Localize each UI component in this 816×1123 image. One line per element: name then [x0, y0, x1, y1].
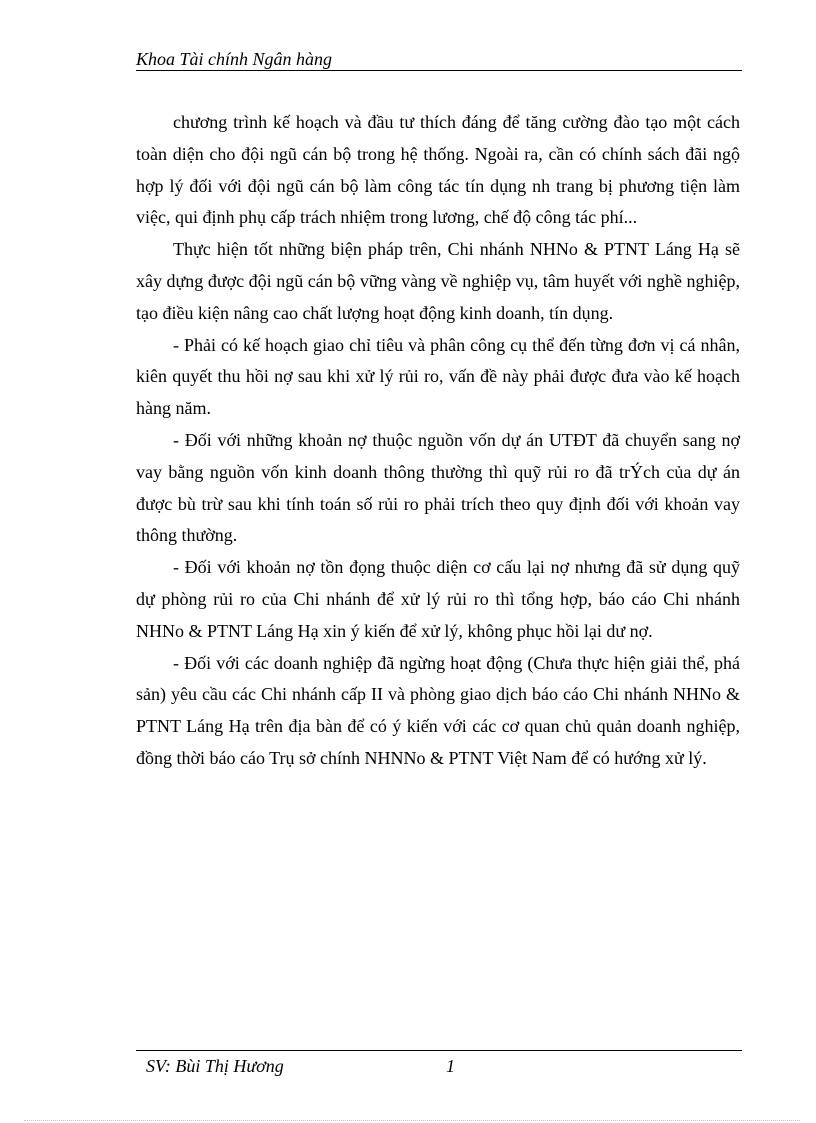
- footer-author: SV: Bùi Thị Hương: [146, 1056, 284, 1076]
- paragraph: chương trình kế hoạch và đầu tư thích đáng để tăng cường đào tạo một cách toàn diện cho đội ngũ cán bộ trong hệ thống. Ngoài ra, cần có chính sách đãi ngộ hợp lý đối với đội ngũ cán bộ làm công tác tín dụng nh trang bị phương tiện làm việc, qui định phụ cấp trách nhiệm trong lương, chế độ công tác phí...: [136, 112, 740, 228]
- page-number: 1: [446, 1056, 455, 1076]
- header-title: Khoa Tài chính Ngân hàng: [136, 49, 333, 69]
- page-footer: [136, 1050, 742, 1077]
- document-body: [136, 107, 740, 775]
- paragraph: - Đối với những khoản nợ thuộc nguồn vốn dự án UTĐT đã chuyển sang nợ vay bằng nguồn vốn kinh doanh thông thường thì quỹ rủi ro đã trÝch của dự án được bù trừ sau khi tính toán số rủi ro phải trích theo quy định đối với khoản vay thông thường.: [136, 429, 740, 546]
- paragraph: Thực hiện tốt những biện pháp trên, Chi nhánh NHNo & PTNT Láng Hạ sẽ xây dựng được đội ngũ cán bộ vững vàng về nghiệp vụ, tâm huyết với nghề nghiệp, tạo điều kiện nâng cao chất lượng hoạt động kinh doanh, tín dụng.: [136, 239, 740, 323]
- paragraph: - Đối với các doanh nghiệp đã ngừng hoạt động (Chưa thực hiện giải thể, phá sản) yêu cầu các Chi nhánh cấp II và phòng giao dịch báo cáo Chi nhánh NHNo & PTNT Láng Hạ trên địa bàn để có ý kiến với các cơ quan chủ quản doanh nghiệp, đồng thời báo cáo Trụ sở chính NHNNo & PTNT Việt Nam để có hướng xử lý.: [136, 652, 740, 768]
- page-bottom-divider: [24, 1120, 800, 1121]
- paragraph: - Đối với khoản nợ tồn đọng thuộc diện cơ cấu lại nợ nhưng đã sử dụng quỹ dự phòng rủi ro của Chi nhánh để xử lý rủi ro thì tổng hợp, báo cáo Chi nhánh NHNo & PTNT Láng Hạ xin ý kiến để xử lý, không phục hồi lại dư nợ.: [136, 557, 740, 641]
- page-header: [136, 46, 742, 71]
- paragraph: - Phải có kế hoạch giao chỉ tiêu và phân công cụ thể đến từng đơn vị cá nhân, kiên quyết thu hồi nợ sau khi xử lý rủi ro, vấn đề này phải được đưa vào kế hoạch hàng năm.: [136, 334, 740, 419]
